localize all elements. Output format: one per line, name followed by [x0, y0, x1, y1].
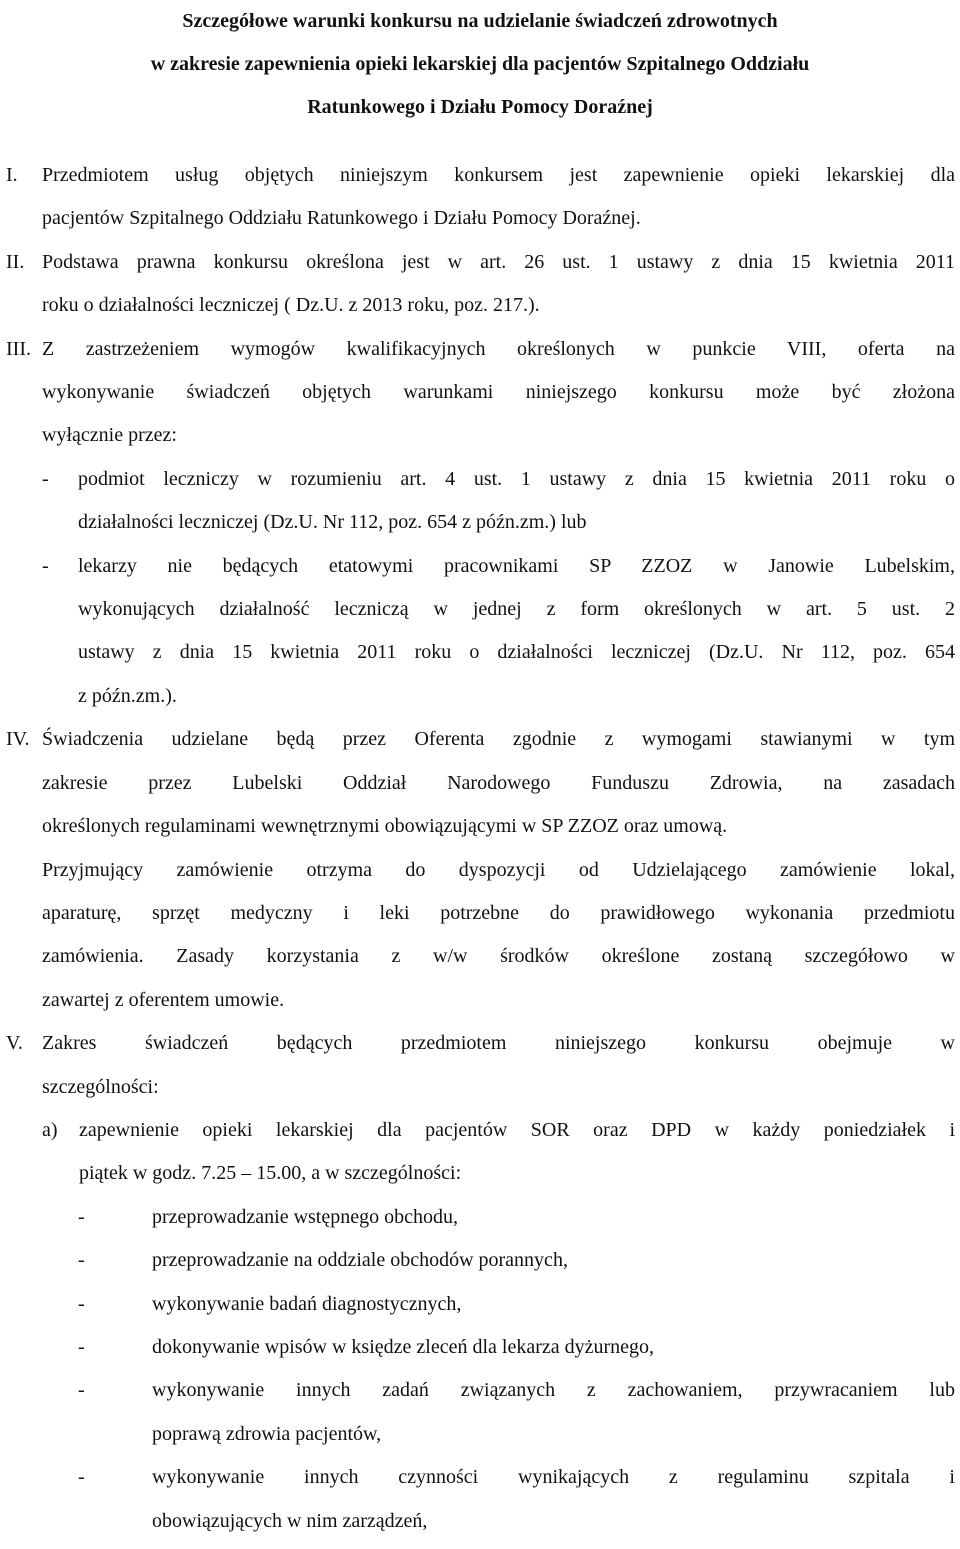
- section-line: Przedmiotem usług objętych niniejszym konkursem jest zapewnienie opieki lekarskiej dla: [42, 164, 955, 186]
- list-dash: -: [78, 1249, 85, 1272]
- section-number: I.: [6, 164, 18, 186]
- section-line: Podstawa prawna konkursu określona jest w art. 26 ust. 1 ustawy z dnia 15 kwietnia 2011: [42, 250, 955, 273]
- list-item-line: wykonujących działalność leczniczą w jednej z form określonych w art. 5 ust. 2: [78, 598, 955, 621]
- sub-list-item-line: obowiązujących w nim zarządzeń,: [152, 1509, 428, 1532]
- list-item: [42, 458, 955, 545]
- section-line: zamówienia. Zasady korzystania z w/w środków określone zostaną szczegółowo w: [42, 945, 955, 968]
- section-number: IV.: [6, 728, 30, 751]
- lettered-item-a: [42, 1109, 955, 1196]
- section-number: II.: [6, 250, 25, 273]
- sub-list-item: [78, 1283, 955, 1326]
- list-dash: -: [42, 554, 49, 577]
- section-2: [0, 241, 960, 328]
- list-dash: -: [42, 467, 49, 490]
- section-line: Z zastrzeżeniem wymogów kwalifikacyjnych określonych w punkcie VIII, oferta na: [42, 337, 955, 360]
- section-line: Świadczenia udzielane będą przez Oferenta zgodnie z wymogami stawianymi w tym: [42, 728, 955, 751]
- sub-list-item-line: wykonywanie innych zadań związanych z zachowaniem, przywracaniem lub: [152, 1379, 955, 1402]
- list-item-line: działalności leczniczej (Dz.U. Nr 112, poz. 654 z późn.zm.) lub: [78, 511, 587, 534]
- list-item: [42, 545, 955, 719]
- lettered-item-line: piątek w godz. 7.25 – 15.00, a w szczególności:: [79, 1162, 462, 1185]
- sub-list-item-line: przeprowadzanie na oddziale obchodów porannych,: [152, 1249, 568, 1272]
- section-number: III.: [6, 337, 31, 360]
- sub-list-item: [78, 1369, 955, 1456]
- sections: [0, 154, 960, 1543]
- section-3: [0, 328, 960, 719]
- document-title: [0, 0, 960, 129]
- section-line: Zakres świadczeń będących przedmiotem niniejszego konkursu obejmuje w: [42, 1032, 955, 1055]
- section-line: zakresie przez Lubelski Oddział Narodowego Funduszu Zdrowia, na zasadach: [42, 771, 955, 794]
- list-dash: -: [78, 1379, 85, 1402]
- lettered-item-line: zapewnienie opieki lekarskiej dla pacjentów SOR oraz DPD w każdy poniedziałek i: [79, 1118, 955, 1141]
- sub-list-item: [78, 1456, 955, 1543]
- sub-list-item-line: dokonywanie wpisów w księdze zleceń dla lekarza dyżurnego,: [152, 1335, 655, 1358]
- sub-list-item-line: wykonywanie badań diagnostycznych,: [152, 1292, 462, 1315]
- sub-list-item-line: poprawą zdrowia pacjentów,: [152, 1422, 382, 1445]
- section-line: wykonywanie świadczeń objętych warunkami niniejszego konkursu może być złożona: [42, 381, 955, 404]
- list-dash: -: [78, 1292, 85, 1315]
- section-line: określonych regulaminami wewnętrznymi obowiązującymi w SP ZZOZ oraz umową.: [42, 815, 728, 838]
- section-line: aparaturę, sprzęt medyczny i leki potrzebne do prawidłowego wykonania przedmiotu: [42, 901, 955, 924]
- section-5: [0, 1022, 960, 1543]
- section-4: [0, 718, 960, 1022]
- sub-list-item-line: wykonywanie innych czynności wynikających z regulaminu szpitala i: [152, 1466, 955, 1489]
- section-line: zawartej z oferentem umowie.: [42, 988, 285, 1011]
- sub-list-item-line: przeprowadzanie wstępnego obchodu,: [152, 1205, 458, 1228]
- title-line-2: w zakresie zapewnienia opieki lekarskiej dla pacjentów Szpitalnego Oddziału: [150, 53, 810, 75]
- list-item-line: z późn.zm.).: [78, 684, 177, 707]
- section-line: roku o działalności leczniczej ( Dz.U. z 2013 roku, poz. 217.).: [42, 294, 540, 317]
- section-line: pacjentów Szpitalnego Oddziału Ratunkowego i Działu Pomocy Doraźnej.: [42, 207, 641, 230]
- title-line-1: Szczegółowe warunki konkursu na udzielanie świadczeń zdrowotnych: [182, 10, 778, 32]
- list-item-line: podmiot leczniczy w rozumieniu art. 4 ust. 1 ustawy z dnia 15 kwietnia 2011 roku o: [78, 467, 955, 490]
- sub-list-item: [78, 1196, 955, 1239]
- list-item-line: lekarzy nie będących etatowymi pracownikami SP ZZOZ w Janowie Lubelskim,: [78, 554, 955, 577]
- item-letter: a): [42, 1118, 58, 1141]
- section-number: V.: [6, 1032, 23, 1055]
- list-item-line: ustawy z dnia 15 kwietnia 2011 roku o działalności leczniczej (Dz.U. Nr 112, poz. 654: [78, 641, 955, 664]
- section-line: Przyjmujący zamówienie otrzyma do dyspozycji od Udzielającego zamówienie lokal,: [42, 858, 955, 881]
- sub-list-item: [78, 1239, 955, 1282]
- title-line-3: Ratunkowego i Działu Pomocy Doraźnej: [307, 96, 653, 118]
- section-line: wyłącznie przez:: [42, 424, 177, 447]
- section-1: [0, 154, 960, 241]
- list-dash: -: [78, 1466, 85, 1489]
- section-line: szczególności:: [42, 1075, 159, 1098]
- list-dash: -: [78, 1335, 85, 1358]
- sub-list-item: [78, 1326, 955, 1369]
- list-dash: -: [78, 1205, 85, 1228]
